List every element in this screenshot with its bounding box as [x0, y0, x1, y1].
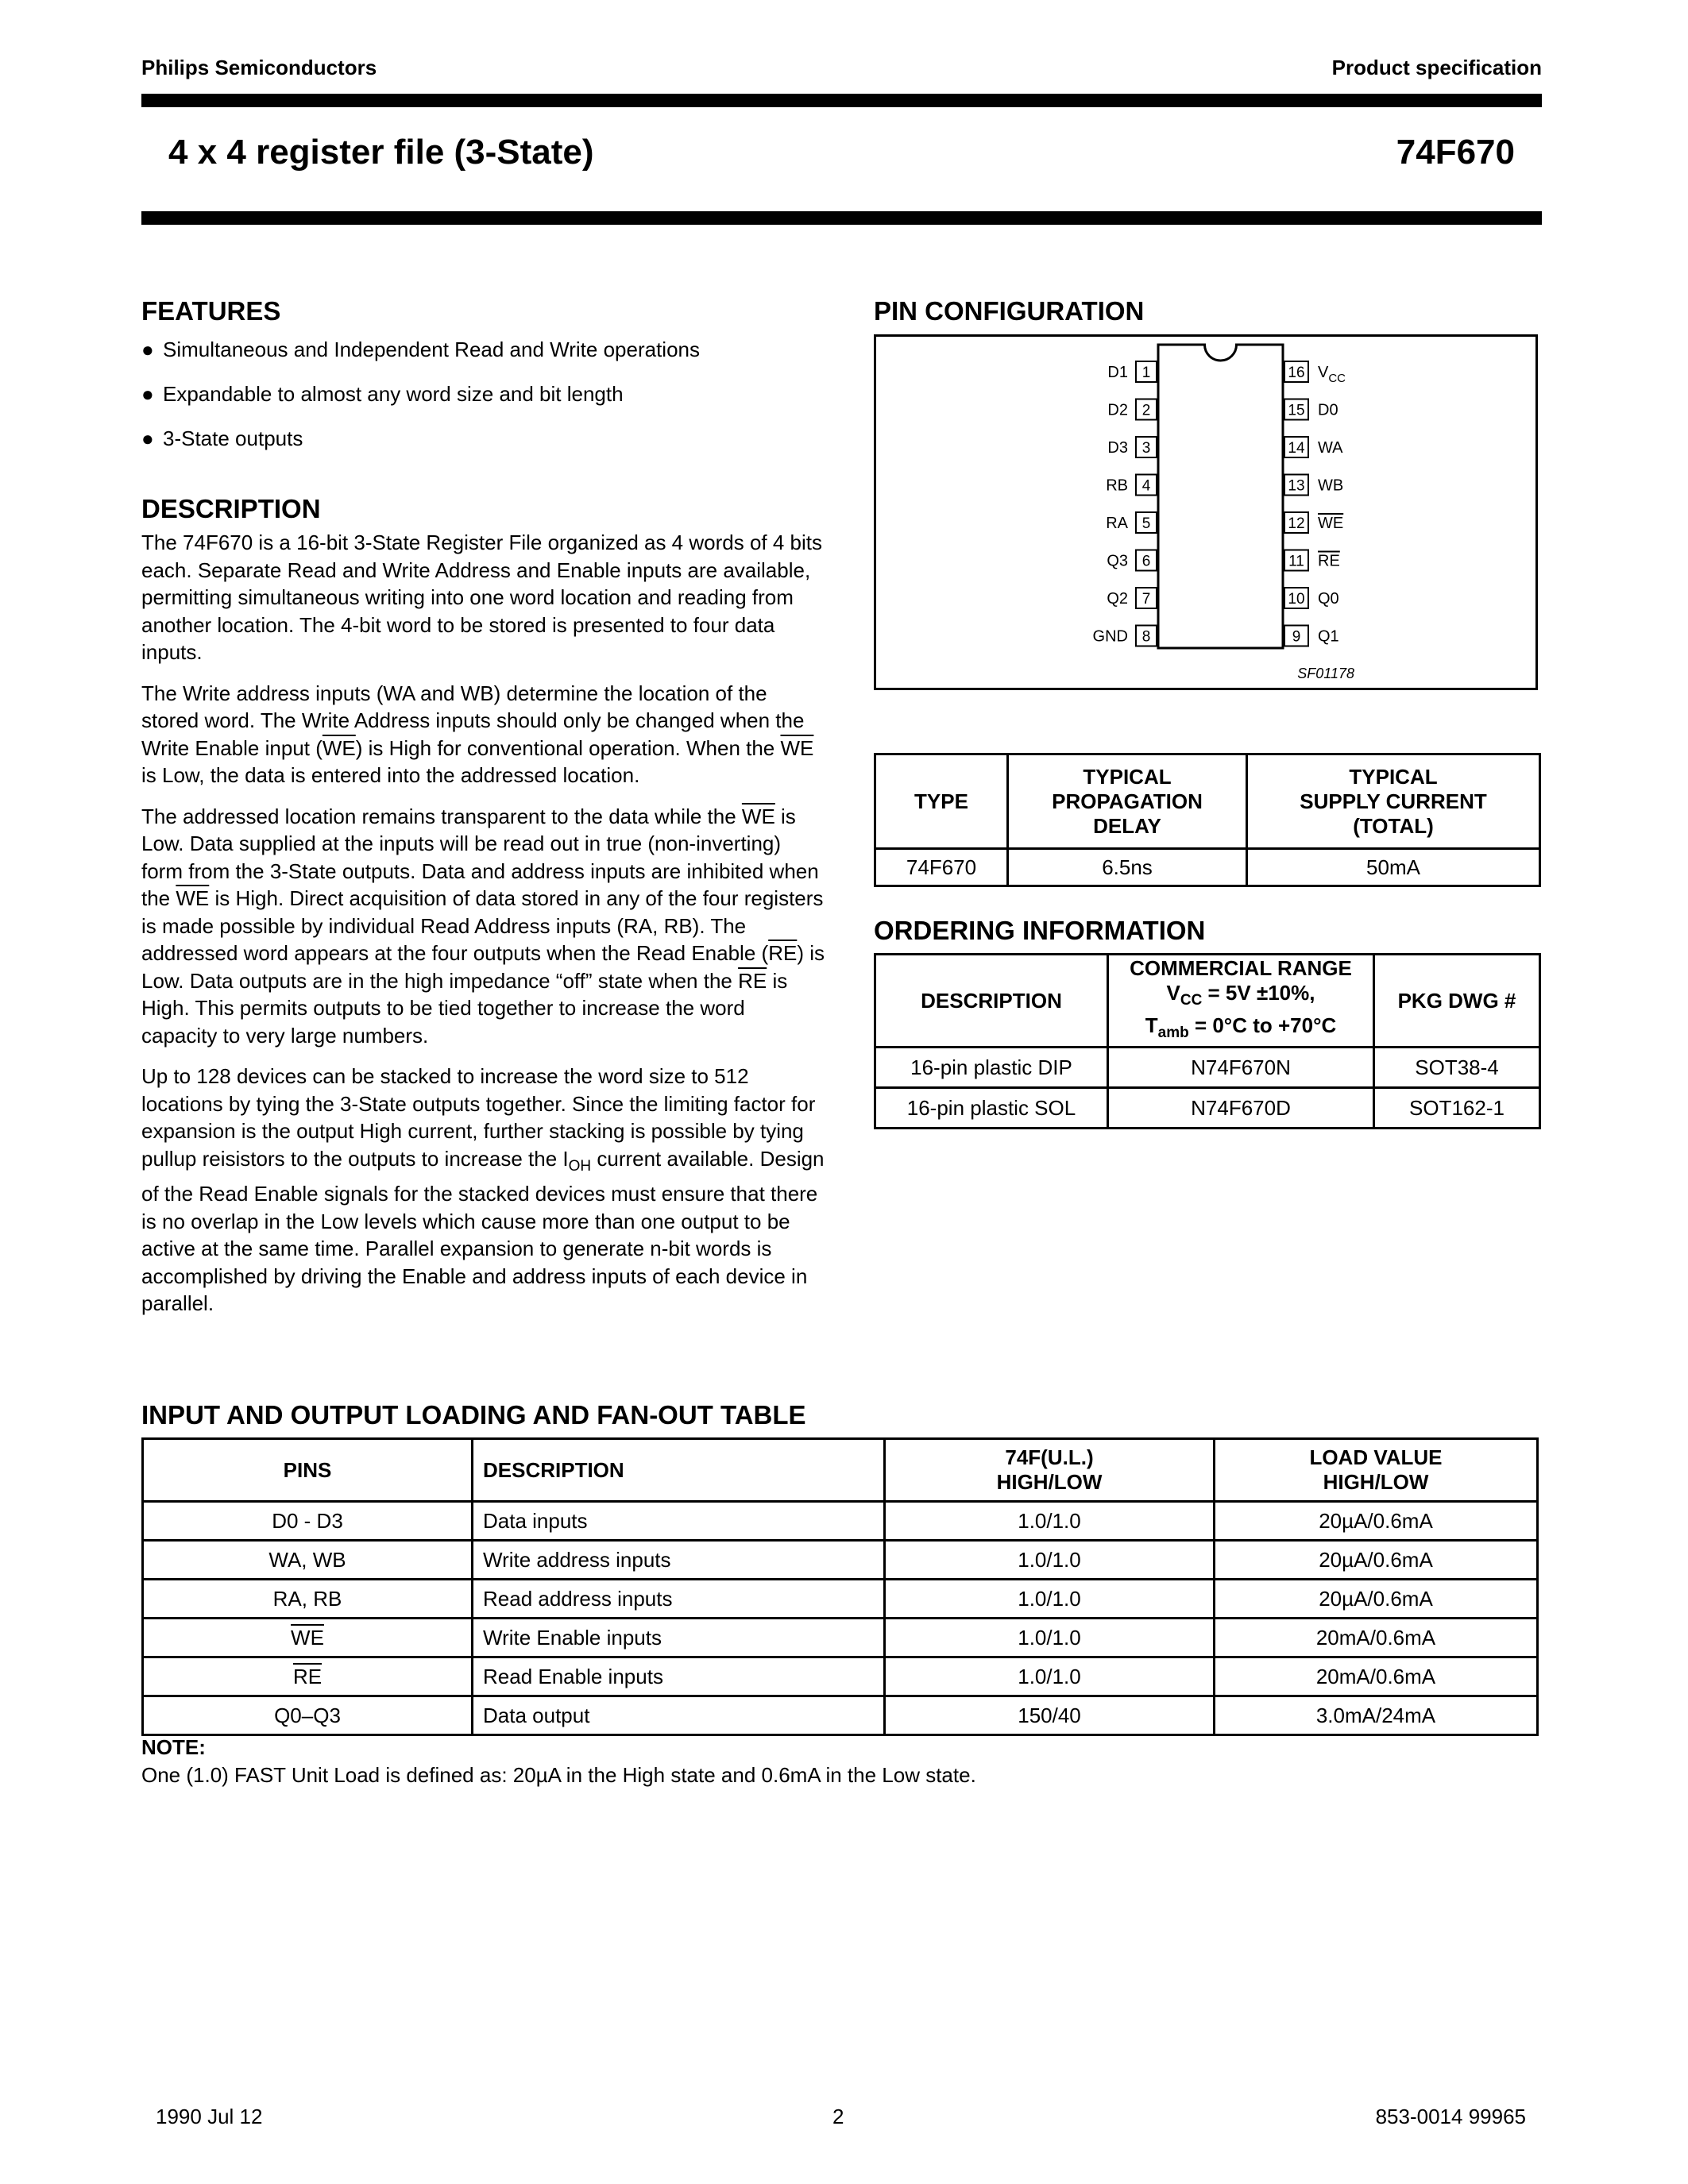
table-row — [143, 1502, 1538, 1541]
pin-label: RB — [1106, 477, 1128, 495]
cell-description: Read Enable inputs — [473, 1657, 885, 1696]
pin-label: RE — [1318, 552, 1340, 570]
cell-code: N74F670N — [1108, 1048, 1374, 1088]
table-row — [875, 849, 1540, 886]
col-ul: 74F(U.L.) HIGH/LOW — [885, 1439, 1215, 1502]
pin-number: 8 — [1141, 628, 1151, 646]
footer-date: 1990 Jul 12 — [156, 2105, 263, 2128]
type-table — [874, 753, 1541, 887]
cell-pins: $\overline{RE}$ — [143, 1657, 473, 1696]
cell-description: Data inputs — [473, 1502, 885, 1541]
feature-item — [141, 382, 700, 426]
col-description: DESCRIPTION — [875, 955, 1108, 1048]
table-row — [143, 1696, 1538, 1735]
cell-load: 3.0mA/24mA — [1215, 1696, 1538, 1735]
col-commercial-range: COMMERCIAL RANGE $V_{CC} = 5V \pm 10\%$, $T_{amb} = 0^\circ C$ to +70°C — [1108, 955, 1374, 1048]
cell-ul: 1.0/1.0 — [885, 1657, 1215, 1696]
feature-text: 3-State outputs — [163, 426, 303, 450]
table-row — [875, 1048, 1540, 1088]
description-paragraph: Up to 128 devices can be stacked to increase the word size to 512 locations by tying the 3-State outputs together. Since the limiting factor for expansion is the output High current, further stacking is possible by tying pullup reisistors to the outputs to increase the $I_{OH}$ current available. Design of the Read Enable signals for the stacked devices must ensure that there is no overlap in the Low levels which cause more than one output to be active at the same time. Parallel expansion to generate n-bit words is accomplished by driving the Enable and address inputs of each device in parallel. — [141, 1064, 825, 1316]
feature-item — [141, 426, 700, 471]
col-pins: PINS — [143, 1439, 473, 1502]
pin-label: Q1 — [1318, 627, 1339, 646]
pin-label: D3 — [1107, 439, 1128, 457]
pin-label: $V_{CC}$ — [1318, 364, 1346, 385]
loading-table-body — [143, 1502, 1538, 1735]
bullet-icon: ● — [141, 338, 154, 361]
pin-configuration-heading: PIN CONFIGURATION — [874, 296, 1145, 326]
pin-label: Q2 — [1107, 590, 1128, 608]
pin-number: 2 — [1141, 402, 1151, 419]
pin-number: 11 — [1288, 553, 1304, 570]
note-heading: NOTE: — [141, 1735, 206, 1759]
cell-description: 16-pin plastic DIP — [875, 1048, 1108, 1088]
description-paragraph: The addressed location remains transparent to the data while the $\overline{WE}$ is Low. Data supplied at the inputs will be read out in true (non-inverting) form from the 3-State outputs. Data and address inputs are inhibited when the $\overline{WE}$ is High. Direct acquisition of data stored in any of the four registers is made possible by individual Read Address inputs (RA, RB). The addressed word appears at the four outputs when the Read Enable $(\overline{RE})$ is Low. Data outputs are in the high impedance “off” state when the $\overline{RE}$ is High. This permits outputs to be tied together to increase the word capacity to very large numbers. — [141, 804, 825, 1048]
header-rule-bottom — [141, 211, 1542, 225]
cell-load: 20µA/0.6mA — [1215, 1541, 1538, 1580]
footer-doc-number: 853-0014 99965 — [1375, 2105, 1526, 2128]
pin-label: WB — [1318, 477, 1344, 495]
feature-text: Simultaneous and Independent Read and Write operations — [163, 338, 700, 361]
pin-number: 15 — [1288, 402, 1305, 419]
header-rule-top — [141, 94, 1542, 107]
features-heading: FEATURES — [141, 296, 281, 326]
cell-pins: RA, RB — [143, 1580, 473, 1619]
description-heading: DESCRIPTION — [141, 494, 321, 523]
col-load-value: LOAD VALUE HIGH/LOW — [1215, 1439, 1538, 1502]
cell-pkg: SOT162-1 — [1374, 1088, 1540, 1129]
pin-label: GND — [1092, 627, 1128, 646]
cell-pins: WA, WB — [143, 1541, 473, 1580]
ic-body — [1158, 345, 1283, 648]
pin-number: 12 — [1288, 515, 1305, 532]
cell-ul: 150/40 — [885, 1696, 1215, 1735]
pin-label: WA — [1318, 439, 1343, 457]
cell-code: N74F670D — [1108, 1088, 1374, 1129]
table-row — [143, 1580, 1538, 1619]
cell-description: Data output — [473, 1696, 885, 1735]
cell-description: 16-pin plastic SOL — [875, 1088, 1108, 1129]
cell-current: 50mA — [1247, 849, 1540, 886]
cell-pins: D0 - D3 — [143, 1502, 473, 1541]
pin-label: WE — [1318, 515, 1344, 532]
description-paragraph: The Write address inputs (WA and WB) determine the location of the stored word. The Write Address inputs should only be changed when the Write Enable input $(\overline{WE})$ is High for conventional operation. When the $\overline{WE}$ is Low, the data is entered into the addressed location. — [141, 681, 814, 787]
table-row — [875, 1088, 1540, 1129]
pin-label: D2 — [1107, 401, 1128, 419]
bullet-icon: ● — [141, 426, 154, 450]
pin-number: 5 — [1141, 515, 1151, 532]
pin-label: Q3 — [1107, 552, 1128, 570]
company-name: Philips Semiconductors — [141, 56, 377, 79]
note-text: One (1.0) FAST Unit Load is defined as: 20µA in the High state and 0.6mA in the Low state. — [141, 1763, 976, 1787]
pin-number: 16 — [1288, 365, 1305, 381]
cell-load: 20mA/0.6mA — [1215, 1619, 1538, 1657]
cell-delay: 6.5ns — [1008, 849, 1247, 886]
cell-ul: 1.0/1.0 — [885, 1541, 1215, 1580]
pin-configuration-diagram — [874, 334, 1538, 690]
pin-number: 7 — [1141, 591, 1151, 608]
cell-ul: 1.0/1.0 — [885, 1502, 1215, 1541]
pin-number: 6 — [1141, 553, 1151, 570]
features-list — [141, 338, 700, 471]
table-row — [143, 1657, 1538, 1696]
table-row — [143, 1541, 1538, 1580]
pin-label: RA — [1106, 515, 1128, 532]
cell-pins: $\overline{WE}$ — [143, 1619, 473, 1657]
cell-load: 20mA/0.6mA — [1215, 1657, 1538, 1696]
table-header-row — [875, 955, 1540, 1048]
col-pkg-dwg: PKG DWG # — [1374, 955, 1540, 1048]
table-header-row — [875, 754, 1540, 849]
part-number: 74F670 — [1396, 133, 1515, 172]
cell-pins: Q0–Q3 — [143, 1696, 473, 1735]
table-header-row — [143, 1439, 1538, 1502]
pin-label: D0 — [1318, 401, 1338, 419]
bullet-icon: ● — [141, 382, 154, 406]
col-delay: TYPICAL PROPAGATION DELAY — [1008, 754, 1247, 849]
pin-number: 13 — [1288, 477, 1305, 495]
cell-pkg: SOT38-4 — [1374, 1048, 1540, 1088]
description-body — [141, 529, 825, 1331]
pin-number: 4 — [1141, 477, 1151, 495]
pin-label: Q0 — [1318, 590, 1339, 608]
col-current: TYPICAL SUPPLY CURRENT (TOTAL) — [1247, 754, 1540, 849]
table-row — [143, 1619, 1538, 1657]
cell-load: 20µA/0.6mA — [1215, 1502, 1538, 1541]
cell-ul: 1.0/1.0 — [885, 1619, 1215, 1657]
ordering-table — [874, 953, 1541, 1129]
col-type: TYPE — [875, 754, 1008, 849]
loading-table-heading: INPUT AND OUTPUT LOADING AND FAN-OUT TABLE — [141, 1400, 806, 1430]
feature-text: Expandable to almost any word size and bit length — [163, 382, 624, 406]
cell-ul: 1.0/1.0 — [885, 1580, 1215, 1619]
ic-package-diagram — [876, 337, 1535, 688]
page-title: 4 x 4 register file (3-State) — [168, 133, 594, 172]
cell-description: Write address inputs — [473, 1541, 885, 1580]
ordering-heading: ORDERING INFORMATION — [874, 916, 1206, 945]
col-description: DESCRIPTION — [473, 1439, 885, 1502]
cell-description: Read address inputs — [473, 1580, 885, 1619]
figure-code: SF01178 — [1297, 666, 1354, 681]
pin-number: 10 — [1288, 591, 1305, 608]
cell-load: 20µA/0.6mA — [1215, 1580, 1538, 1619]
doc-type: Product specification — [1331, 56, 1542, 79]
pin-number: 1 — [1141, 365, 1151, 381]
footer-page-number: 2 — [832, 2105, 844, 2128]
cell-type: 74F670 — [875, 849, 1008, 886]
pin-number: 14 — [1288, 440, 1305, 457]
cell-description: Write Enable inputs — [473, 1619, 885, 1657]
description-paragraph: The 74F670 is a 16-bit 3-State Register File organized as 4 words of 4 bits each. Separate Read and Write Address and Enable inputs are available, permitting simultaneous writing into one word location and reading from another location. The 4-bit word to be stored is presented to four data inputs. — [141, 531, 822, 664]
pin-number: 3 — [1141, 440, 1151, 457]
feature-item — [141, 338, 700, 382]
pin-number: 9 — [1292, 628, 1301, 646]
pin-label: D1 — [1107, 364, 1128, 381]
loading-table — [141, 1437, 1539, 1736]
